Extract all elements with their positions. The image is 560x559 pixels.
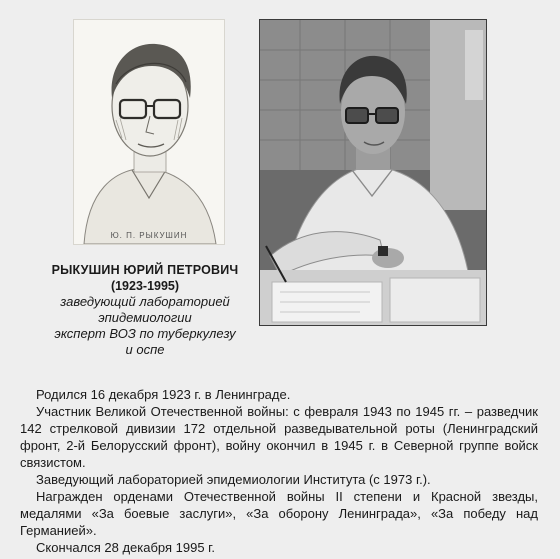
person-years: (1923-1995) <box>110 279 180 293</box>
bio-paragraph-awards: Награжден орденами Отечественной войны II степени и Красной звезды, медалями «За боевые заслуги», «За оборону Ленинграда», «За победу над Германией». <box>20 489 538 538</box>
person-role-line: и оспе <box>125 342 165 357</box>
sketch-portrait <box>74 20 224 244</box>
bio-paragraph-death: Скончался 28 декабря 1995 г. <box>36 540 215 555</box>
bio-paragraph-war: Участник Великой Отечественной войны: с февраля 1943 по 1945 гг. – разведчик 142 стрелковой дивизии 172 отдельной разведывательной роты (Ленинградский фронт, 2-й Белорусский фронт), войну окончил в 1945 г. в Северной группе войск связистом. <box>20 404 538 470</box>
person-role-line: эксперт ВОЗ по туберкулезу <box>54 326 236 341</box>
sketch-signature: Ю. П. РЫКУШИН <box>110 231 188 240</box>
person-name: РЫКУШИН ЮРИЙ ПЕТРОВИЧ <box>51 263 239 277</box>
bio-paragraph-lab: Заведующий лабораторией эпидемиологии Института (с 1973 г.). <box>36 472 431 487</box>
person-role-line: заведующий лабораторией <box>60 294 230 309</box>
person-caption <box>30 262 260 358</box>
bw-photo-man-at-desk-icon <box>260 20 486 325</box>
pencil-sketch-portrait-icon <box>74 20 224 244</box>
bio-paragraph-birth: Родился 16 декабря 1923 г. в Ленинграде. <box>36 387 291 402</box>
biography-text <box>20 386 538 556</box>
photo-portrait <box>260 20 486 325</box>
person-role-line: эпидемиологии <box>98 310 192 325</box>
